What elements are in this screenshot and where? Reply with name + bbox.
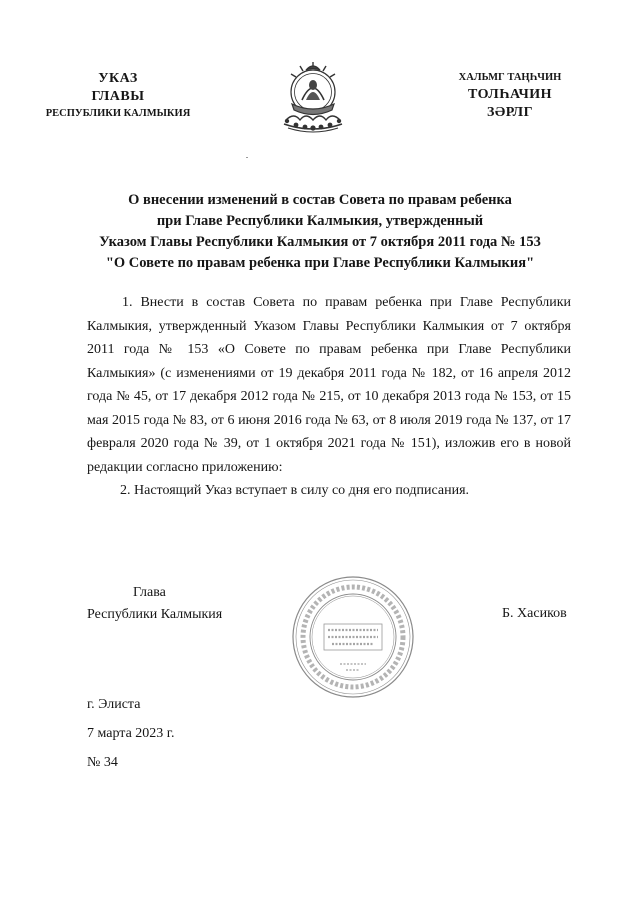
paragraph-2: 2. Настоящий Указ вступает в силу со дня его подписания. bbox=[120, 483, 470, 498]
title-line3: Указом Главы Республики Калмыкия от 7 октября 2011 года № 153 bbox=[99, 234, 541, 250]
header-left-line3: РЕСПУБЛИКИ КАЛМЫКИЯ bbox=[45, 108, 191, 119]
header-left-block bbox=[38, 70, 198, 121]
header-right-line1: ХАЛЬМГ ТАҢҺЧИН bbox=[458, 72, 562, 83]
document-body bbox=[87, 291, 571, 503]
document-number: № 34 bbox=[87, 755, 118, 770]
paragraph-1: 1. Внести в состав Совета по правам ребенка при Главе Республики Калмыкия, утвержденный Указом Главы Республики Калмыкия от 7 октября 2011 года № 153 «О Совете по правам ребенка при Главе Республики Калмыкия» (с изменениями от 19 декабря 2011 года № 182, от 16 апреля 2012 года № 45, от 17 декабря 2012 года № 215, от 10 декабря 2013 года № 153, от 15 мая 2015 года № 83, от 6 июня 2016 года № 63, от 8 июля 2019 года № 137, от 17 февраля 2020 года № 39, от 1 октября 2021 года № 151), изложив его в новой редакции согласно приложению: bbox=[87, 295, 571, 475]
issue-date: 7 марта 2023 г. bbox=[87, 726, 175, 741]
scan-speck bbox=[246, 157, 248, 158]
signatory-title-line2: Республики Калмыкия bbox=[87, 607, 223, 622]
official-stamp-icon bbox=[290, 574, 416, 700]
title-line4: "О Совете по правам ребенка при Главе Республики Калмыкия" bbox=[105, 255, 535, 271]
document-footer bbox=[87, 694, 174, 781]
header-left-line2: ГЛАВЫ bbox=[91, 89, 145, 104]
coat-of-arms-icon bbox=[278, 58, 348, 136]
signatory-title-line1: Глава bbox=[133, 585, 166, 600]
signatory-title bbox=[87, 582, 257, 626]
header-right-line2: ТОЛҺАЧИН bbox=[467, 87, 553, 102]
header-right-block bbox=[435, 70, 585, 122]
issue-place: г. Элиста bbox=[87, 697, 141, 712]
header-left-line1: УКАЗ bbox=[98, 71, 138, 86]
title-line1: О внесении изменений в состав Совета по правам ребенка bbox=[128, 192, 512, 208]
header-right-line3: ЗӘРЛГ bbox=[486, 105, 534, 120]
document-title bbox=[60, 190, 580, 274]
title-line2: при Главе Республики Калмыкия, утвержденный bbox=[156, 213, 484, 229]
signatory-name: Б. Хасиков bbox=[502, 606, 567, 621]
